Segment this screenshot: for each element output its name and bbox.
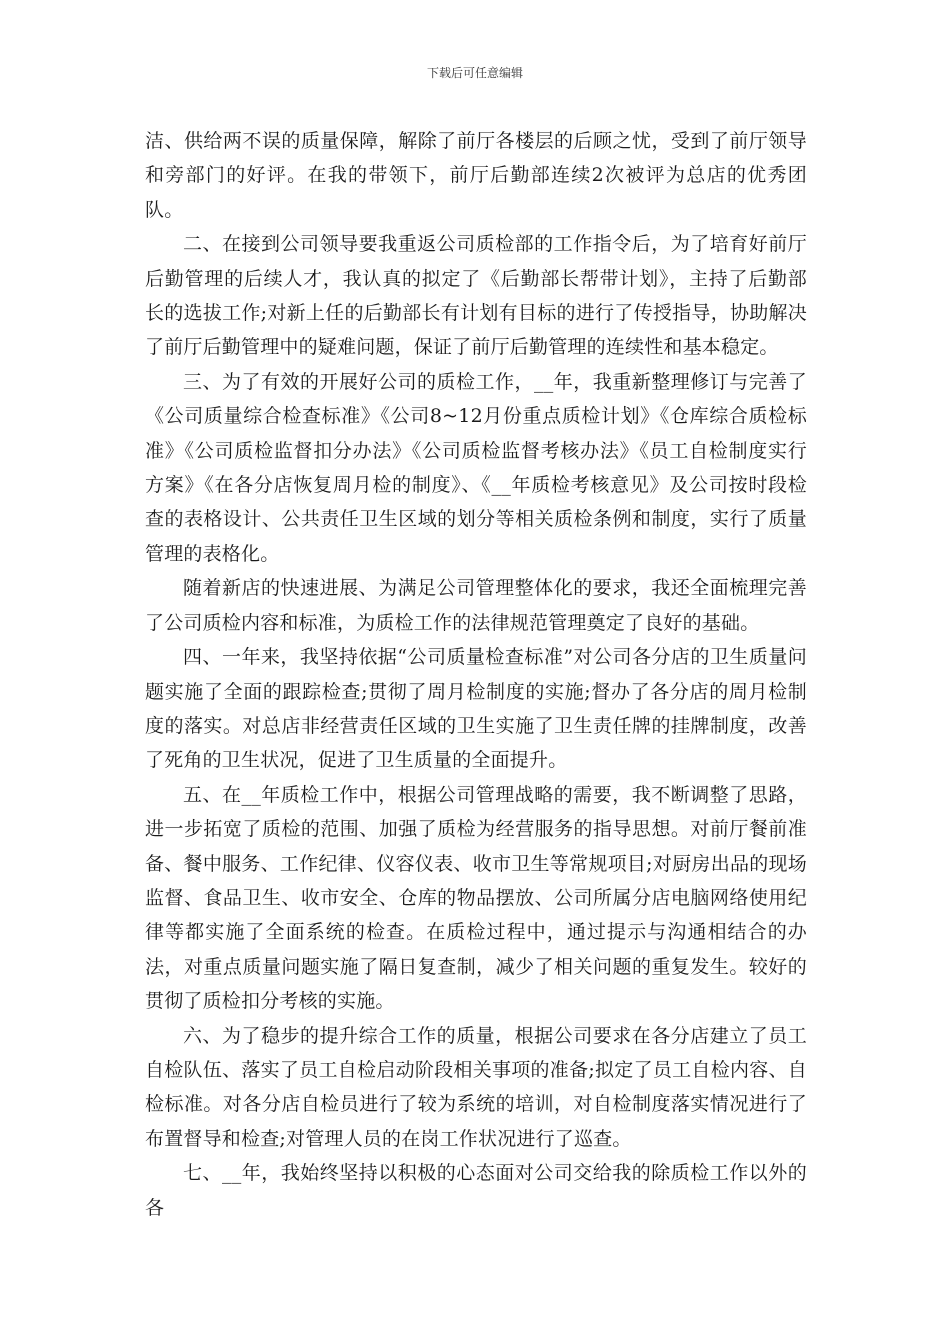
paragraph-6: 五、在__年质检工作中，根据公司管理战略的需要，我不断调整了思路，进一步拓宽了质检的范围、加强了质检为经营服务的指导思想。对前厅餐前准备、餐中服务、工作纪律、仪容仪表、收市卫生等常规项目;对厨房出品的现场监督、食品卫生、收市安全、仓库的物品摆放、公司所属分店电脑网络使用纪律等都实施了全面系统的检查。在质检过程中，通过提示与沟通相结合的办法，对重点质量问题实施了隔日复查制，减少了相关问题的重复发生。较好的贯彻了质检扣分考核的实施。 <box>145 783 807 1013</box>
page-header-note: 下载后可任意编辑 <box>426 66 523 80</box>
paragraph-2: 二、在接到公司领导要我重返公司质检部的工作指令后，为了培育好前厅后勤管理的后续人才，我认真的拟定了《后勤部长帮带计划》，主持了后勤部长的选拔工作;对新上任的后勤部长有计划有目标的进行了传授指导，协助解决了前厅后勤管理中的疑难问题，保证了前厅后勤管理的连续性和基本稳定。 <box>145 233 807 359</box>
document-body <box>145 124 807 1225</box>
paragraph-5: 四、一年来，我坚持依据“公司质量检查标准”对公司各分店的卫生质量问题实施了全面的跟踪检查;贯彻了周月检制度的实施;督办了各分店的周月检制度的落实。对总店非经营责任区域的卫生实施了卫生责任牌的挂牌制度，改善了死角的卫生状况，促进了卫生质量的全面提升。 <box>145 646 807 772</box>
paragraph-8: 七、__年，我始终坚持以积极的心态面对公司交给我的除质检工作以外的各 <box>145 1162 807 1219</box>
paragraph-7: 六、为了稳步的提升综合工作的质量，根据公司要求在各分店建立了员工自检队伍、落实了员工自检启动阶段相关事项的准备;拟定了员工自检内容、自检标准。对各分店自检员进行了较为系统的培训，对自检制度落实情况进行了布置督导和检查;对管理人员的在岗工作状况进行了巡查。 <box>145 1024 807 1150</box>
paragraph-3: 三、为了有效的开展好公司的质检工作，__年，我重新整理修订与完善了《公司质量综合检查标准》《公司8~12月份重点质检计划》《仓库综合质检标准》《公司质检监督扣分办法》《公司质检监督考核办法》《员工自检制度实行方案》《在各分店恢复周月检的制度》、《__年质检考核意见》及公司按时段检查的表格设计、公共责任卫生区域的划分等相关质检条例和制度，实行了质量管理的表格化。 <box>145 370 807 565</box>
paragraph-1: 洁、供给两不误的质量保障，解除了前厅各楼层的后顾之忧，受到了前厅领导和旁部门的好评。在我的带领下，前厅后勤部连续2次被评为总店的优秀团队。 <box>145 130 807 221</box>
paragraph-4: 随着新店的快速进展、为满足公司管理整体化的要求，我还全面梳理完善了公司质检内容和标准，为质检工作的法律规范管理奠定了良好的基础。 <box>145 577 807 634</box>
